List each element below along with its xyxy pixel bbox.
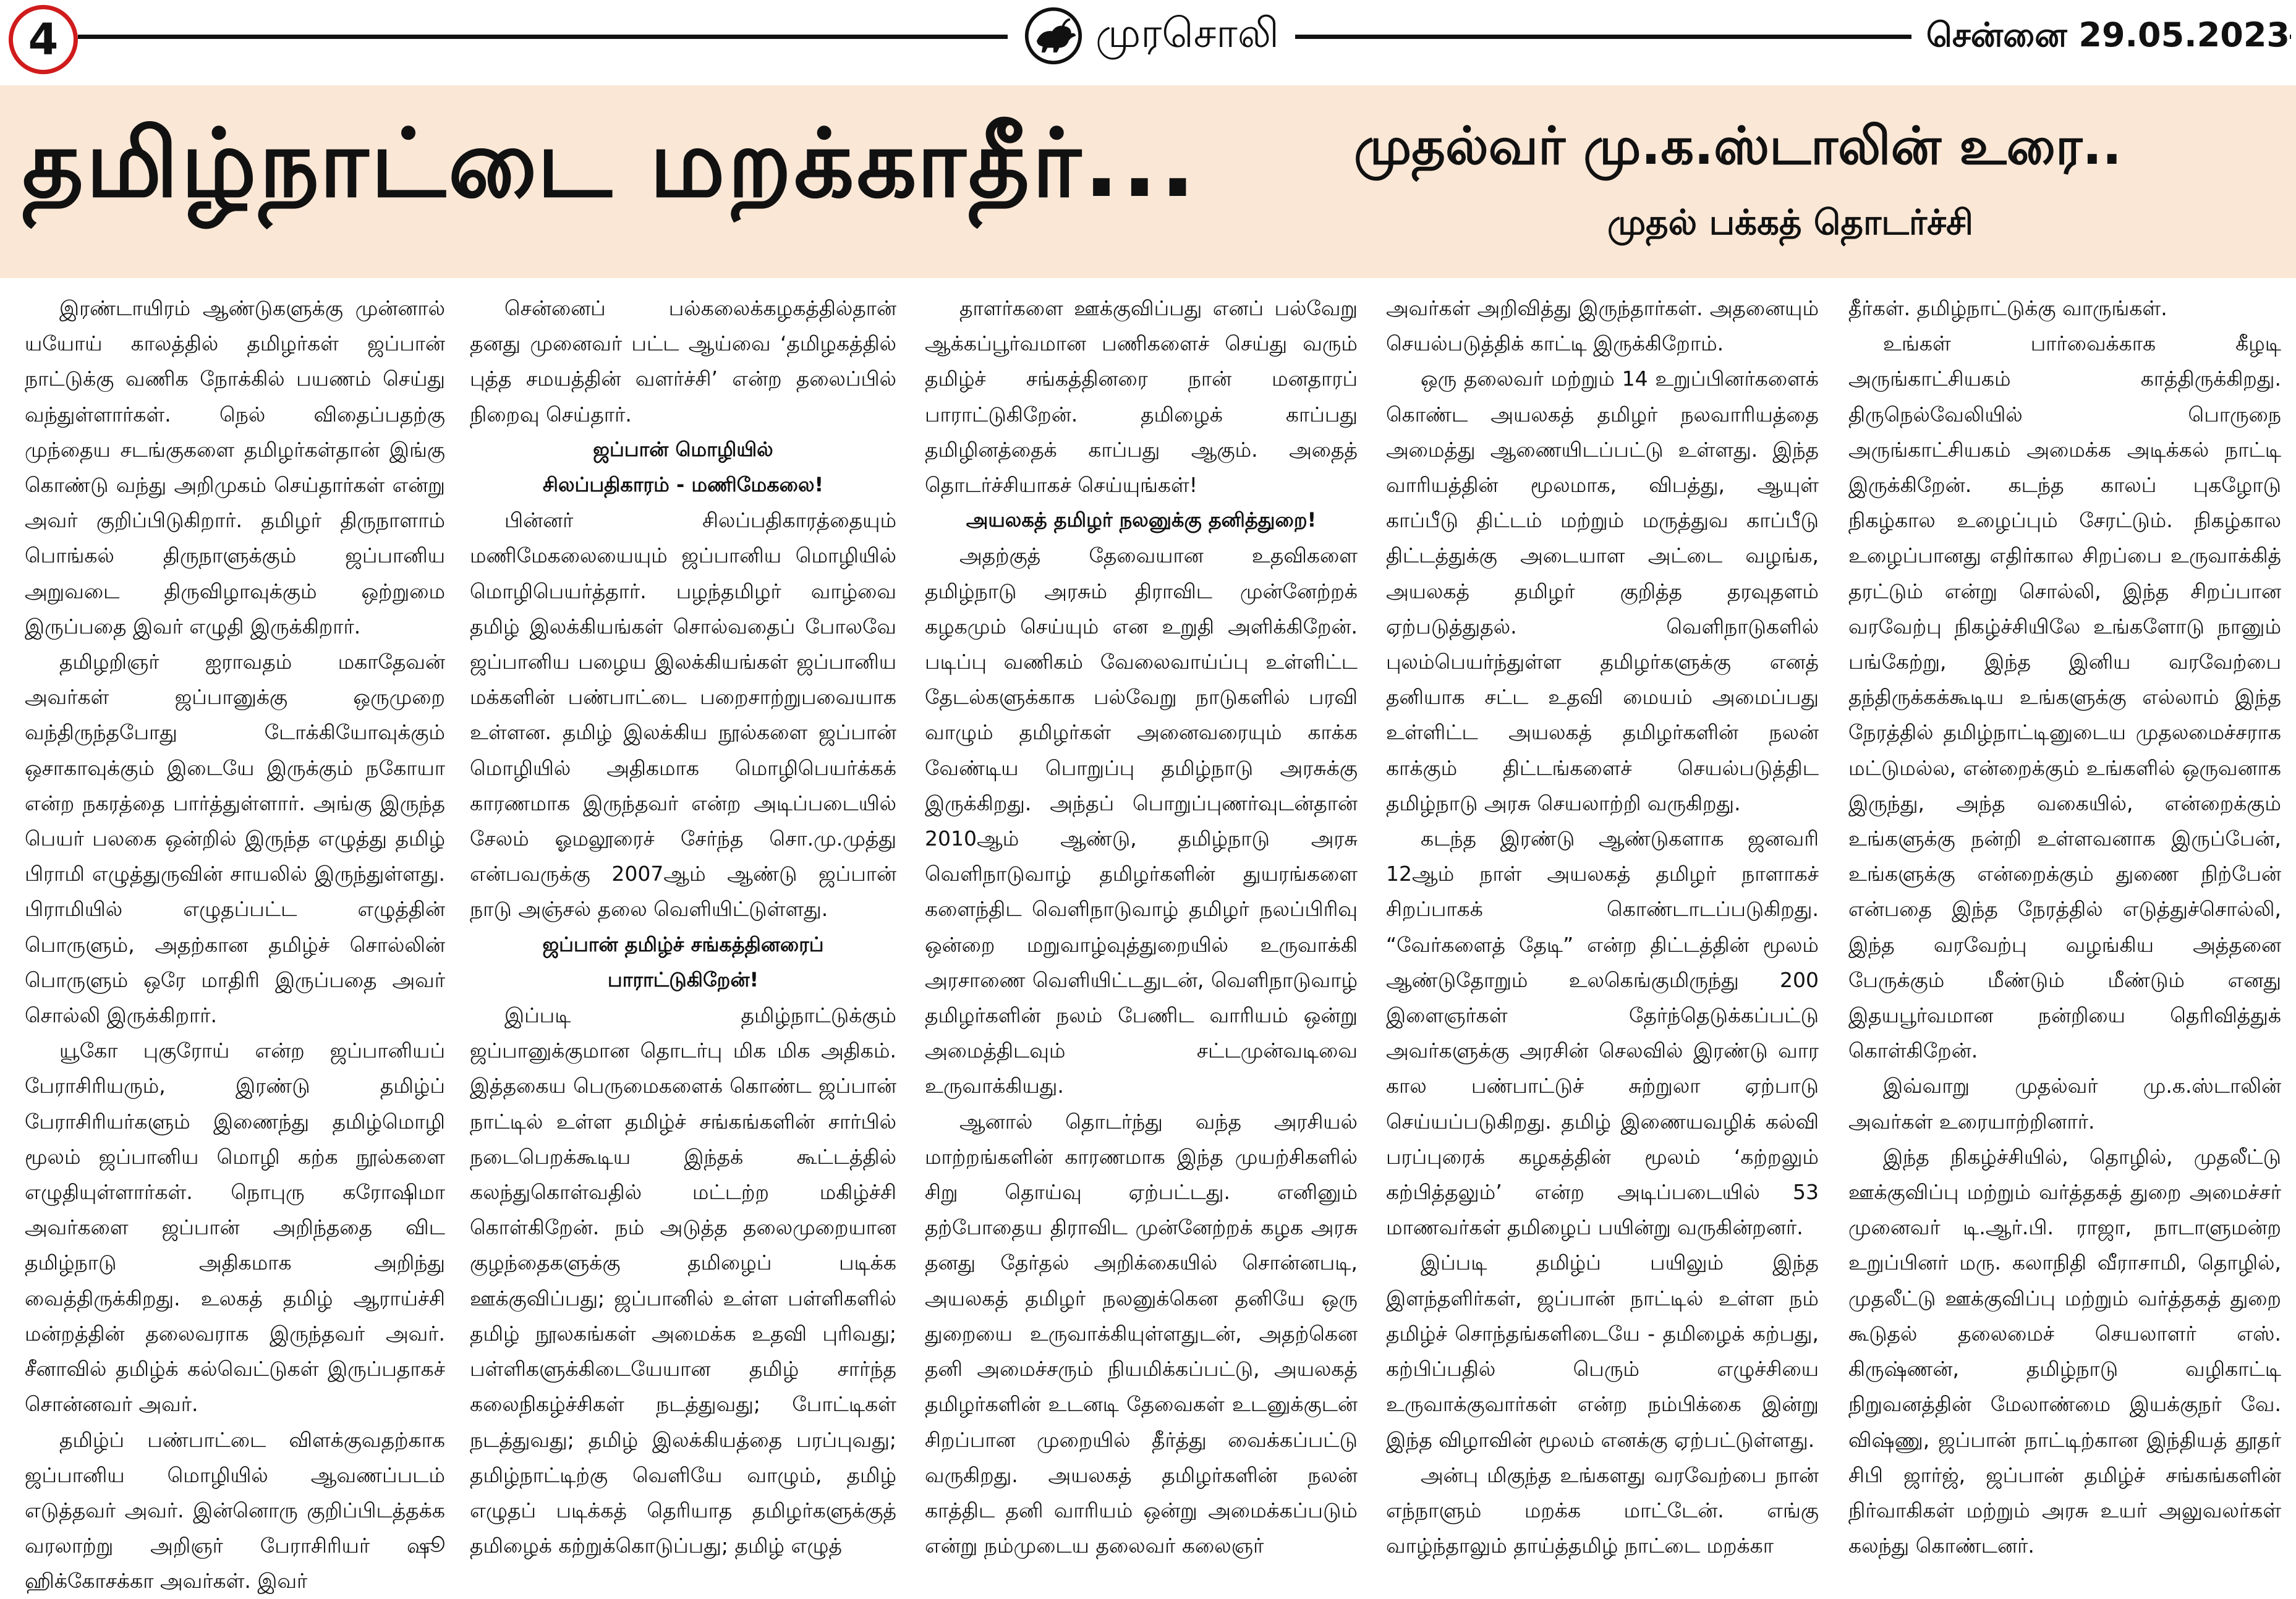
paragraph: யூகோ புகுரோய் என்ற ஜப்பானியப் பேராசிரியரும், இரண்டு தமிழ்ப் பேராசிரியர்களும் இணைந்து தமிழ்மொழி மூலம் ஜப்பானிய மொழி கற்க நூல்களை எழுதியுள்ளார்கள். நொபுரு கரோஷிமா அவர்களை ஜப்பான் அறிந்ததை விட தமிழ்நாடு அதிகமாக அறிந்து வைத்திருக்கிறது. உலகத் தமிழ் ஆராய்ச்சி மன்றத்தின் தலைவராக இருந்தவர் அவர். சீனாவில் தமிழ்க் கல்வெட்டுகள் இருப்பதாகச் சொன்னவர் அவர். — [25, 1038, 445, 1417]
headline: தமிழ்நாட்டை மறக்காதீர்... — [22, 109, 1198, 218]
paragraph: உங்கள் பார்வைக்காக கீழடி அருங்காட்சியகம் காத்திருக்கிறது. திருநெல்வேலியில் பொருநை அருங்காட்சியகம் அமைக்க அடிக்கல் நாட்டி இருக்கிறேன். கடந்த காலப் புகழோடு நிகழ்கால உழைப்பும் சேரட்டும். நிகழ்கால உழைப்பானது எதிர்கால சிறப்பை உருவாக்கித் தரட்டும் என்று சொல்லி, இந்த சிறப்பான வரவேற்பு நிகழ்ச்சியிலே உங்களோடு நானும் பங்கேற்று, இந்த இனிய வரவேற்பை தந்திருக்கக்கூடிய உங்களுக்கு எல்லாம் இந்த நேரத்தில் தமிழ்நாட்டினுடைய முதலமைச்சராக மட்டுமல்ல, என்றைக்கும் உங்களில் ஒருவனாக இருந்து, அந்த வகையில், என்றைக்கும் உங்களுக்கு நன்றி உள்ளவனாக இருப்பேன், உங்களுக்கு என்றைக்கும் துணை நிற்பேன் என்பதை இந்த நேரத்தில் எடுத்துச்சொல்லி, இந்த வரவேற்பு வழங்கிய அத்தனை பேருக்கும் மீண்டும் மீண்டும் எனது இதயபூர்வமான நன்றியை தெரிவித்துக் கொள்கிறேன். — [1848, 331, 2281, 1063]
section-subheading: அயலகத் தமிழர் நலனுக்கு தனித்துறை! — [966, 508, 1317, 532]
paragraph: தீர்கள். தமிழ்நாட்டுக்கு வாருங்கள். — [1848, 296, 2167, 320]
paragraph: தாளர்களை ஊக்குவிப்பது எனப் பல்வேறு ஆக்கப்பூர்வமான பணிகளைச் செய்து வரும் தமிழ்ச் சங்கத்தினரை நான் மனதாரப் பாராட்டுகிறேன். தமிழைக் காப்பது தமிழினத்தைக் காப்பது ஆகும். அதைத் தொடர்ச்சியாகச் செய்யுங்கள்! — [925, 296, 1358, 498]
paragraph: இந்த நிகழ்ச்சியில், தொழில், முதலீட்டு ஊக்குவிப்பு மற்றும் வர்த்தகத் துறை அமைச்சர் முனைவர் டி.ஆர்.பி. ராஜா, நாடாளுமன்ற உறுப்பினர் மரு. கலாநிதி வீராசாமி, தொழில், முதலீட்டு ஊக்குவிப்பு மற்றும் வர்த்தகத் துறை கூடுதல் தலைமைச் செயலாளர் எஸ். கிருஷ்ணன், தமிழ்நாடு வழிகாட்டி நிறுவனத்தின் மேலாண்மை இயக்குநர் வே. விஷ்ணு, ஜப்பான் நாட்டிற்கான இந்தியத் தூதர் சிபி ஜார்ஜ், ஜப்பான் தமிழ்ச் சங்கங்களின் நிர்வாகிகள் மற்றும் அரசு உயர் அலுவலர்கள் கலந்து கொண்டனர். — [1848, 1144, 2281, 1558]
paragraph: கடந்த இரண்டு ஆண்டுகளாக ஜனவரி 12ஆம் நாள் அயலகத் தமிழர் நாளாகச் சிறப்பாகக் கொண்டாடப்படுகிறது. “வேர்களைத் தேடி” என்ற திட்டத்தின் மூலம் ஆண்டுதோறும் உலகெங்குமிருந்து 200 இளைஞர்கள் தேர்ந்தெடுக்கப்பட்டு அவர்களுக்கு அரசின் செலவில் இரண்டு வார கால பண்பாட்டுச் சுற்றுலா ஏற்பாடு செய்யப்படுகிறது. தமிழ் இணையவழிக் கல்வி பரப்புரைக் கழகத்தின் மூலம் ‘கற்றலும் கற்பித்தலும்’ என்ற அடிப்படையில் 53 மாணவர்கள் தமிழைப் பயின்று வருகின்றனர். — [1386, 826, 1819, 1240]
paragraph: இப்படி தமிழ்ப் பயிலும் இந்த இளந்தளிர்கள், ஜப்பான் நாட்டில் உள்ள நம் தமிழ்ச் சொந்தங்களிடையே - தமிழைக் கற்பது, கற்பிப்பதில் பெரும் எழுச்சியை உருவாக்குவார்கள் என்ற நம்பிக்கை இன்று இந்த விழாவின் மூலம் எனக்கு ஏற்பட்டுள்ளது. — [1386, 1250, 1819, 1452]
article-column-3 — [925, 291, 1358, 1569]
paragraph: தமிழ்ப் பண்பாட்டை விளக்குவதற்காக ஜப்பானிய மொழியில் ஆவணப்படம் எடுத்தவர் அவர். இன்னொரு குறிப்பிடத்தக்க வரலாற்று அறிஞர் பேராசிரியர் ஷூ ஹிக்கோசக்கா அவர்கள். இவர் — [25, 1427, 445, 1593]
paper-name: முரசொலி — [1095, 9, 1279, 57]
page-number: 4 — [28, 14, 59, 65]
paragraph: இரண்டாயிரம் ஆண்டுகளுக்கு முன்னால் யயோய் காலத்தில் தமிழர்கள் ஜப்பான் நாட்டுக்கு வணிக நோக்கில் பயணம் செய்து வந்துள்ளார்கள். நெல் விதைப்பதற்கு முந்தைய சடங்குகளை தமிழர்கள்தான் இங்கு கொண்டு வந்து அறிமுகம் செய்தார்கள் என்று அவர் குறிப்பிடுகிறார். தமிழர் திருநாளாம் பொங்கல் திருநாளுக்கும் ஜப்பானிய அறுவடை திருவிழாவுக்கும் ஒற்றுமை இருப்பதை இவர் எழுதி இருக்கிறார். — [25, 296, 445, 638]
article-column-4 — [1386, 291, 1819, 1569]
paragraph: அவர்கள் அறிவித்து இருந்தார்கள். அதனையும் செயல்படுத்திக் காட்டி இருக்கிறோம். — [1386, 296, 1819, 356]
paragraph: ஆனால் தொடர்ந்து வந்த அரசியல் மாற்றங்களின் காரணமாக இந்த முயற்சிகளில் சிறு தொய்வு ஏற்பட்டது. எனினும் தற்போதைய திராவிட முன்னேற்றக் கழக அரசு தனது தேர்தல் அறிக்கையில் சொன்னபடி, அயலகத் தமிழர் நலனுக்கென தனியே ஒரு துறையை உருவாக்கியுள்ளதுடன், அதற்கென தனி அமைச்சரும் நியமிக்கப்பட்டு, அயலகத் தமிழர்களின் உடனடி தேவைகள் உடனுக்குடன் சிறப்பான முறையில் தீர்த்து வைக்கப்பட்டு வருகிறது. அயலகத் தமிழர்களின் நலன் காத்திட தனி வாரியம் ஒன்று அமைக்கப்படும் என்று நம்முடைய தலைவர் கலைஞர் — [925, 1109, 1358, 1558]
paragraph: சென்னைப் பல்கலைக்கழகத்தில்தான் தனது முனைவர் பட்ட ஆய்வை ‘தமிழகத்தில் புத்த சமயத்தின் வளர்ச்சி’ என்ற தலைப்பில் நிறைவு செய்தார். — [470, 296, 896, 426]
subheading-line: ஜப்பான் தமிழ்ச் சங்கத்தினரைப் — [542, 932, 824, 956]
paragraph: பின்னர் சிலப்பதிகாரத்தையும் மணிமேகலையையும் ஜப்பானிய மொழியில் மொழிபெயர்த்தார். பழந்தமிழர் வாழ்வை தமிழ் இலக்கியங்கள் சொல்வதைப் போலவே ஜப்பானிய பழைய இலக்கியங்கள் ஜப்பானிய மக்களின் பண்பாட்டை பறைசாற்றுபவையாக உள்ளன. தமிழ் இலக்கிய நூல்களை ஜப்பான் மொழியில் அதிகமாக மொழிபெயர்க்கக் காரணமாக இருந்தவர் என்ற அடிப்படையில் சேலம் ஓமலூரைச் சேர்ந்த சொ.மு.முத்து என்பவருக்கு 2007ஆம் ஆண்டு ஜப்பான் நாடு அஞ்சல் தலை வெளியிட்டுள்ளது. — [470, 508, 896, 922]
bull-emblem-icon — [1024, 6, 1083, 66]
article-body — [0, 291, 2296, 1593]
subheadline: முதல்வர் மு.க.ஸ்டாலின் உரை.. — [1354, 116, 2122, 176]
article-column-5 — [1848, 291, 2281, 1569]
section-subheading — [470, 927, 896, 998]
article-column-1 — [25, 291, 445, 1593]
subheading-line: பாராட்டுகிறேன்! — [607, 967, 759, 991]
page-number-badge — [9, 5, 78, 74]
continuation-label: முதல் பக்கத் தொடர்ச்சி — [1607, 203, 1973, 243]
article-column-2 — [470, 291, 896, 1569]
dateline-text: சென்னை 29.05.2023 — [1926, 15, 2290, 54]
paragraph: தமிழறிஞர் ஐராவதம் மகாதேவன் அவர்கள் ஜப்பானுக்கு ஒருமுறை வந்திருந்தபோது டோக்கியோவுக்கும் ஒசாகாவுக்கும் இடையே இருக்கும் நகோயா என்ற நகரத்தை பார்த்துள்ளார். அங்கு இருந்த பெயர் பலகை ஒன்றில் இருந்த எழுத்து தமிழ் பிராமி எழுத்துருவின் சாயலில் இருந்துள்ளது. பிராமியில் எழுதப்பட்ட எழுத்தின் பொருளும், அதற்கான தமிழ்ச் சொல்லின் பொருளும் ஒரே மாதிரி இருப்பதை அவர் சொல்லி இருக்கிறார். — [25, 650, 445, 1028]
subheading-line: சிலப்பதிகாரம் - மணிமேகலை! — [542, 473, 824, 497]
dateline — [1911, 6, 2290, 68]
paragraph: இப்படி தமிழ்நாட்டுக்கும் ஜப்பானுக்குமான தொடர்பு மிக மிக அதிகம். இத்தகைய பெருமைகளைக் கொண்ட ஜப்பான் நாட்டில் உள்ள தமிழ்ச் சங்கங்களின் சார்பில் நடைபெறக்கூடிய இந்தக் கூட்டத்தில் கலந்துகொள்வதில் மட்டற்ற மகிழ்ச்சி கொள்கிறேன். நம் அடுத்த தலைமுறையான குழந்தைகளுக்கு தமிழைப் படிக்க ஊக்குவிப்பது; ஜப்பானில் உள்ள பள்ளிகளில் தமிழ் நூலகங்கள் அமைக்க உதவி புரிவது; பள்ளிகளுக்கிடையேயான தமிழ் சார்ந்த கலைநிகழ்ச்சிகள் நடத்துவது; போட்டிகள் நடத்துவது; தமிழ் இலக்கியத்தை பரப்புவது; தமிழ்நாட்டிற்கு வெளியே வாழும், தமிழ் எழுதப் படிக்கத் தெரியாத தமிழர்களுக்குத் தமிழைக் கற்றுக்கொடுப்பது; தமிழ் எழுத் — [470, 1003, 896, 1558]
paragraph: அன்பு மிகுந்த உங்களது வரவேற்பை நான் எந்நாளும் மறக்க மாட்டேன். எங்கு வாழ்ந்தாலும் தாய்த்தமிழ் நாட்டை மறக்கா — [1386, 1462, 1819, 1558]
paragraph: இவ்வாறு முதல்வர் மு.க.ஸ்டாலின் அவர்கள் உரையாற்றினார். — [1848, 1074, 2281, 1134]
masthead — [1008, 4, 1295, 68]
subheading-line: ஜப்பான் மொழியில் — [593, 437, 773, 461]
headline-band — [0, 85, 2296, 278]
masthead-bar — [0, 0, 2296, 74]
paragraph: ஒரு தலைவர் மற்றும் 14 உறுப்பினர்களைக் கொண்ட அயலகத் தமிழர் நலவாரியத்தை அமைத்து ஆணையிடப்பட்டு உள்ளது. இந்த வாரியத்தின் மூலமாக, விபத்து, ஆயுள் காப்பீடு திட்டம் மற்றும் மருத்துவ காப்பீடு திட்டத்துக்கு அடையாள அட்டை வழங்க, அயலகத் தமிழர் குறித்த தரவுதளம் ஏற்படுத்துதல். வெளிநாடுகளில் புலம்பெயர்ந்துள்ள தமிழர்களுக்கு எனத் தனியாக சட்ட உதவி மையம் அமைப்பது உள்ளிட்ட அயலகத் தமிழர்களின் நலன் காக்கும் திட்டங்களைச் செயல்படுத்திட தமிழ்நாடு அரசு செயலாற்றி வருகிறது. — [1386, 367, 1819, 815]
paragraph: அதற்குத் தேவையான உதவிகளை தமிழ்நாடு அரசும் திராவிட முன்னேற்றக் கழகமும் செய்யும் என உறுதி அளிக்கிறேன். படிப்பு வணிகம் வேலைவாய்ப்பு உள்ளிட்ட தேடல்களுக்காக பல்வேறு நாடுகளில் பரவி வாழும் தமிழர்கள் அனைவரையும் காக்க வேண்டிய பொறுப்பு தமிழ்நாடு அரசுக்கு இருக்கிறது. அந்தப் பொறுப்புணர்வுடன்தான் 2010ஆம் ஆண்டு, தமிழ்நாடு அரசு வெளிநாடுவாழ் தமிழர்களின் துயரங்களை களைந்திட வெளிநாடுவாழ் தமிழர் நலப்பிரிவு ஒன்றை மறுவாழ்வுத்துறையில் உருவாக்கி அரசாணை வெளியிட்டதுடன், வெளிநாடுவாழ் தமிழர்களின் நலம் பேணிட வாரியம் ஒன்று அமைத்திடவும் சட்டமுன்வடிவை உருவாக்கியது. — [925, 543, 1358, 1098]
section-subheading — [470, 432, 896, 503]
